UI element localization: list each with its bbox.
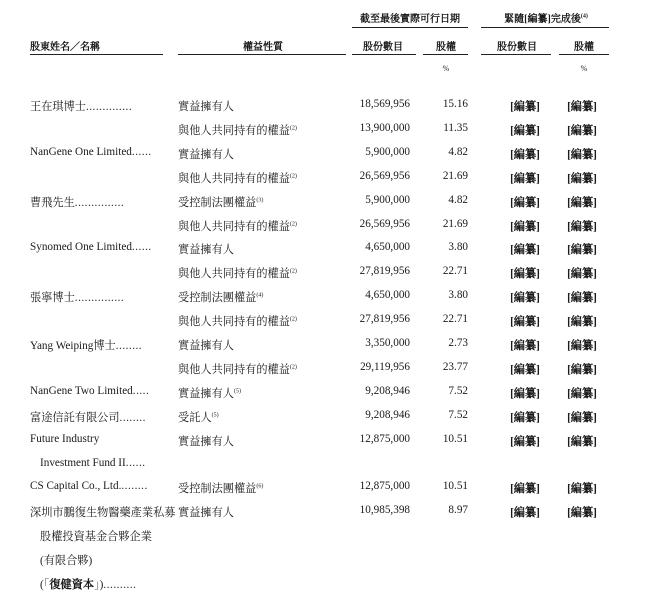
header-group-after-label: 緊隨[編纂]完成後 bbox=[504, 14, 581, 25]
col-header-pct-after: 股權 bbox=[574, 42, 594, 53]
footnote-marker: (2) bbox=[289, 316, 297, 323]
interest-nature-text: 實益擁有人 bbox=[178, 244, 234, 257]
table-row bbox=[0, 576, 646, 596]
redacted-pct-after: [編纂] bbox=[567, 507, 597, 520]
redacted-pct-after: [編纂] bbox=[567, 292, 597, 305]
holder-name-text: Future Industry bbox=[30, 432, 100, 445]
footnote-marker: (6) bbox=[256, 483, 264, 490]
shares-before: 9,208,946 bbox=[365, 408, 410, 421]
pct-before: 4.82 bbox=[448, 145, 468, 158]
redacted-shares-after: [編纂] bbox=[510, 507, 540, 520]
holder-name-text: (「 bbox=[40, 579, 50, 591]
shares-before: 12,875,000 bbox=[359, 480, 410, 493]
table-row bbox=[0, 313, 646, 333]
table-row bbox=[0, 241, 646, 261]
shares-before: 13,900,000 bbox=[359, 121, 410, 134]
holder-name-bold: 復健資本 bbox=[49, 579, 95, 591]
holder-name-text: Investment Fund II bbox=[40, 456, 126, 469]
table-row bbox=[0, 457, 646, 477]
interest-nature bbox=[178, 409, 219, 425]
table-row bbox=[0, 480, 646, 500]
footnote-marker: (2) bbox=[289, 125, 297, 132]
header-rule-before bbox=[352, 27, 468, 28]
interest-nature-text: 實益擁有人 bbox=[178, 435, 234, 448]
footnote-marker: (4) bbox=[256, 292, 264, 299]
holder-name-text: CS Capital Co., Ltd. bbox=[30, 480, 122, 493]
leader-dots: .......... bbox=[103, 579, 137, 591]
interest-nature bbox=[178, 265, 297, 281]
holder-name-text: (有限合夥) bbox=[40, 555, 93, 568]
leader-dots: ........ bbox=[115, 340, 143, 352]
header-rule-after bbox=[481, 27, 609, 28]
holder-name-text: 張寧博士 bbox=[30, 292, 75, 305]
holder-name-text: Yang Weiping博士 bbox=[30, 340, 116, 352]
header-group-after-note: (4) bbox=[580, 13, 588, 20]
table-row bbox=[0, 218, 646, 238]
shares-before: 5,900,000 bbox=[365, 193, 410, 206]
holder-name-text: 曹飛先生 bbox=[30, 196, 75, 209]
shares-before: 27,819,956 bbox=[359, 313, 410, 326]
interest-nature bbox=[178, 433, 234, 449]
interest-nature-text: 與他人共同持有的權益 bbox=[178, 220, 290, 233]
redacted-pct-after: [編纂] bbox=[567, 196, 597, 209]
footnote-marker: (2) bbox=[289, 364, 297, 371]
pct-before: 3.80 bbox=[448, 241, 468, 254]
leader-dots: ........ bbox=[121, 480, 148, 493]
col-header-pct-before: 股權 bbox=[436, 42, 456, 53]
redacted-shares-after: [編纂] bbox=[510, 340, 540, 352]
interest-nature-text: 與他人共同持有的權益 bbox=[178, 316, 290, 329]
shares-before: 27,819,956 bbox=[359, 265, 410, 278]
shares-before: 12,875,000 bbox=[359, 432, 410, 445]
pct-unit-after: % bbox=[580, 64, 588, 73]
redacted-pct-after: [編纂] bbox=[567, 172, 597, 185]
pct-before: 10.51 bbox=[442, 480, 468, 493]
holder-name-text: NanGene Two Limited bbox=[30, 384, 133, 397]
pct-before: 23.77 bbox=[442, 360, 468, 373]
shares-before: 29,119,956 bbox=[360, 360, 410, 373]
shares-before: 9,208,946 bbox=[365, 384, 410, 397]
shares-before: 5,900,000 bbox=[365, 145, 410, 158]
header-group-before: 截至最後實際可行日期 bbox=[360, 14, 460, 25]
redacted-pct-after: [編纂] bbox=[567, 148, 597, 161]
interest-nature bbox=[178, 241, 234, 257]
redacted-pct-after: [編纂] bbox=[567, 101, 597, 113]
pct-before: 22.71 bbox=[442, 265, 468, 278]
interest-nature-text: 實益擁有人 bbox=[178, 148, 234, 161]
pct-before: 7.52 bbox=[448, 384, 468, 397]
table-row bbox=[0, 337, 646, 357]
table-row bbox=[0, 528, 646, 548]
holder-name bbox=[30, 337, 142, 353]
redacted-shares-after: [編纂] bbox=[510, 411, 540, 424]
redacted-shares-after: [編纂] bbox=[510, 172, 540, 185]
interest-nature-text: 受控制法團權益 bbox=[178, 196, 257, 209]
interest-nature bbox=[178, 122, 297, 138]
col-header-shares-before: 股份數目 bbox=[363, 42, 403, 53]
holder-name-text: 股權投資基金合夥企業 bbox=[40, 531, 152, 544]
footnote-marker: (2) bbox=[289, 268, 297, 275]
interest-nature bbox=[178, 337, 234, 353]
holder-name bbox=[30, 98, 132, 114]
interest-nature bbox=[178, 480, 263, 496]
pct-before: 7.52 bbox=[448, 408, 468, 421]
interest-nature-text: 實益擁有人 bbox=[178, 101, 234, 113]
interest-nature bbox=[178, 98, 234, 114]
holder-name bbox=[30, 385, 149, 397]
redacted-shares-after: [編纂] bbox=[510, 387, 540, 400]
interest-nature bbox=[178, 289, 263, 305]
holder-name-text: Synomed One Limited bbox=[30, 241, 132, 254]
redacted-shares-after: [編纂] bbox=[510, 316, 540, 329]
table-row bbox=[0, 194, 646, 214]
interest-nature-text: 實益擁有人 bbox=[178, 507, 234, 520]
table-row bbox=[0, 433, 646, 453]
shares-before: 4,650,000 bbox=[365, 289, 410, 302]
interest-nature-text: 與他人共同持有的權益 bbox=[178, 124, 290, 137]
table-row bbox=[0, 170, 646, 190]
interest-nature-text: 實益擁有人 bbox=[178, 340, 234, 352]
interest-nature-text: 與他人共同持有的權益 bbox=[178, 363, 290, 376]
holder-name bbox=[40, 528, 152, 544]
redacted-shares-after: [編纂] bbox=[510, 268, 540, 281]
col-header-holder: 股東姓名／名稱 bbox=[30, 42, 100, 53]
footnote-marker: (2) bbox=[289, 172, 297, 179]
shares-before: 10,985,398 bbox=[359, 504, 410, 517]
redacted-pct-after: [編纂] bbox=[567, 411, 597, 424]
redacted-pct-after: [編纂] bbox=[567, 387, 597, 400]
redacted-shares-after: [編纂] bbox=[510, 124, 540, 137]
interest-nature-text: 與他人共同持有的權益 bbox=[178, 268, 290, 281]
leader-dots: ...... bbox=[131, 145, 152, 158]
redacted-pct-after: [編纂] bbox=[567, 220, 597, 233]
interest-nature-text: 受控制法團權益 bbox=[178, 292, 257, 305]
table-row bbox=[0, 504, 646, 524]
rule-nature bbox=[178, 54, 346, 55]
redacted-pct-after: [編纂] bbox=[567, 268, 597, 281]
pct-before: 15.16 bbox=[442, 98, 468, 110]
table-row bbox=[0, 98, 646, 118]
pct-before: 22.71 bbox=[442, 313, 468, 326]
leader-dots: .............. bbox=[85, 101, 133, 113]
redacted-pct-after: [編纂] bbox=[567, 435, 597, 448]
holder-name-tail: 」) bbox=[94, 579, 104, 591]
redacted-pct-after: [編纂] bbox=[567, 363, 597, 376]
shares-before: 26,569,956 bbox=[359, 169, 410, 182]
interest-nature bbox=[178, 170, 297, 186]
interest-nature bbox=[178, 146, 234, 162]
table-row bbox=[0, 265, 646, 285]
holder-name-text: 王在琪博士 bbox=[30, 101, 86, 113]
leader-dots: ............... bbox=[74, 196, 125, 209]
footnote-marker: (2) bbox=[289, 220, 297, 227]
interest-nature-text: 與他人共同持有的權益 bbox=[178, 172, 290, 185]
pct-before: 3.80 bbox=[448, 289, 468, 302]
table-row bbox=[0, 385, 646, 405]
redacted-shares-after: [編纂] bbox=[510, 101, 540, 113]
redacted-shares-after: [編纂] bbox=[510, 244, 540, 257]
redacted-shares-after: [編纂] bbox=[510, 292, 540, 305]
redacted-pct-after: [編纂] bbox=[567, 244, 597, 257]
table-row bbox=[0, 122, 646, 142]
redacted-shares-after: [編纂] bbox=[510, 196, 540, 209]
holder-name bbox=[30, 289, 124, 305]
holder-name bbox=[30, 433, 99, 445]
leader-dots: ..... bbox=[132, 384, 150, 397]
holder-name bbox=[30, 241, 152, 253]
table-row bbox=[0, 552, 646, 572]
interest-nature bbox=[178, 218, 297, 234]
pct-before: 10.51 bbox=[442, 432, 468, 445]
rule-shares-after bbox=[481, 54, 551, 55]
redacted-shares-after: [編纂] bbox=[510, 483, 540, 496]
holder-name bbox=[40, 576, 136, 592]
redacted-pct-after: [編纂] bbox=[567, 483, 597, 496]
shares-before: 3,350,000 bbox=[365, 337, 410, 349]
redacted-shares-after: [編纂] bbox=[510, 148, 540, 161]
col-header-shares-after: 股份數目 bbox=[497, 42, 537, 53]
rule-pct-after bbox=[559, 54, 609, 55]
col-header-nature: 權益性質 bbox=[243, 42, 283, 53]
rule-shares-before bbox=[352, 54, 416, 55]
holder-name bbox=[40, 552, 92, 568]
rule-pct-before bbox=[423, 54, 468, 55]
holder-name bbox=[30, 409, 146, 425]
table-row bbox=[0, 361, 646, 381]
holder-name-text: 富途信託有限公司 bbox=[30, 411, 120, 424]
redacted-pct-after: [編纂] bbox=[567, 340, 597, 352]
footnote-marker: (3) bbox=[256, 196, 264, 203]
interest-nature-text: 受託人 bbox=[178, 411, 212, 424]
redacted-shares-after: [編纂] bbox=[510, 435, 540, 448]
pct-unit-before: % bbox=[442, 64, 450, 73]
leader-dots: ............... bbox=[74, 292, 125, 305]
footnote-marker: (5) bbox=[233, 388, 241, 395]
holder-name bbox=[30, 194, 124, 210]
redacted-pct-after: [編纂] bbox=[567, 316, 597, 329]
interest-nature-text: 受控制法團權益 bbox=[178, 483, 257, 496]
rule-holder bbox=[30, 54, 163, 55]
pct-before: 21.69 bbox=[442, 169, 468, 182]
header-group-after bbox=[486, 10, 606, 25]
pct-before: 8.97 bbox=[448, 504, 468, 517]
table-row bbox=[0, 289, 646, 309]
pct-before: 2.73 bbox=[448, 337, 468, 349]
interest-nature bbox=[178, 385, 241, 401]
interest-nature bbox=[178, 361, 297, 377]
shares-before: 4,650,000 bbox=[365, 241, 410, 254]
holder-name bbox=[30, 146, 152, 158]
interest-nature bbox=[178, 504, 234, 520]
table-row bbox=[0, 409, 646, 429]
pct-before: 21.69 bbox=[442, 217, 468, 230]
holder-name bbox=[30, 504, 175, 520]
pct-before: 11.35 bbox=[443, 121, 468, 134]
holder-name-text: 深圳市鵬復生物醫藥產業私募 bbox=[30, 507, 176, 520]
leader-dots: ...... bbox=[125, 456, 146, 469]
holder-name bbox=[40, 457, 146, 469]
leader-dots: ...... bbox=[131, 241, 152, 254]
shares-before: 26,569,956 bbox=[359, 217, 410, 230]
redacted-shares-after: [編纂] bbox=[510, 220, 540, 233]
shares-before: 18,569,956 bbox=[359, 98, 410, 110]
interest-nature-text: 實益擁有人 bbox=[178, 387, 234, 400]
footnote-marker: (5) bbox=[211, 411, 219, 418]
holder-name-text: NanGene One Limited bbox=[30, 145, 132, 158]
redacted-shares-after: [編纂] bbox=[510, 363, 540, 376]
table-row bbox=[0, 146, 646, 166]
redacted-pct-after: [編纂] bbox=[567, 124, 597, 137]
pct-before: 4.82 bbox=[448, 193, 468, 206]
leader-dots: ........ bbox=[119, 411, 146, 424]
interest-nature bbox=[178, 194, 263, 210]
interest-nature bbox=[178, 313, 297, 329]
holder-name bbox=[30, 480, 148, 492]
